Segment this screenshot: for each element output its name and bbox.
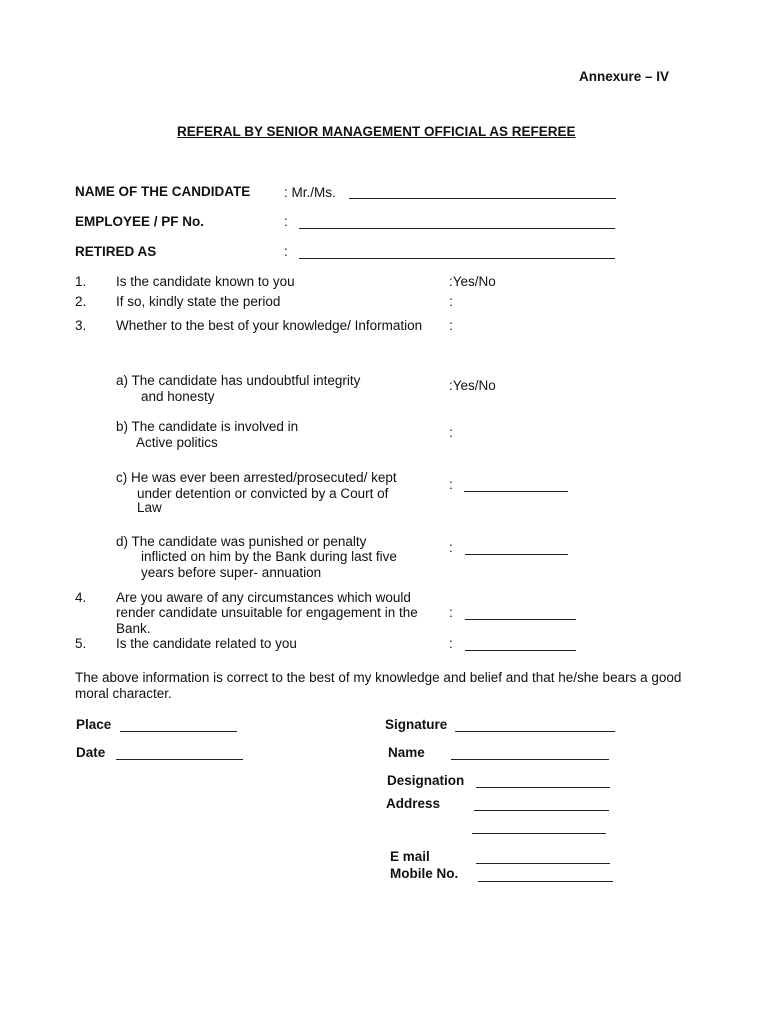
sub-question-d-line1: d) The candidate was punished or penalty (116, 534, 367, 549)
sub-question-a-line1: a) The candidate has undoubtful integrity (116, 373, 361, 388)
question-2-number: 2. (75, 294, 87, 309)
question-2-text: If so, kindly state the period (116, 294, 281, 309)
employee-pf-line (299, 228, 615, 229)
sub-question-c-line2: under detention or convicted by a Court of (137, 486, 389, 501)
question-3-colon: : (449, 318, 453, 333)
address-label: Address (386, 796, 441, 811)
sub-question-b-line1: b) The candidate is involved in (116, 419, 299, 434)
question-4-line2: render candidate unsuitable for engagement in the (116, 605, 418, 620)
question-4-line1: Are you aware of any circumstances which would (116, 590, 411, 605)
question-4-line3: Bank. (116, 621, 151, 636)
designation-line (476, 787, 610, 788)
sub-question-d-line3: years before super- annuation (141, 565, 322, 580)
name-line (451, 759, 609, 760)
question-5-answer-line (465, 650, 576, 651)
employee-pf-label: EMPLOYEE / PF No. (75, 214, 205, 229)
question-5-text: Is the candidate related to you (116, 636, 297, 651)
email-label: E mail (390, 849, 430, 864)
mobile-line (478, 881, 613, 882)
candidate-name-prefix: : Mr./Ms. (284, 185, 336, 200)
signature-line (455, 731, 615, 732)
designation-label: Designation (387, 773, 465, 788)
sub-question-a-answer: :Yes/No (449, 378, 496, 393)
question-3-number: 3. (75, 318, 87, 333)
form-title: REFERAL BY SENIOR MANAGEMENT OFFICIAL AS REFEREE (177, 124, 576, 139)
name-label: Name (388, 745, 425, 760)
sub-question-d-line2: inflicted on him by the Bank during last five (141, 549, 397, 564)
signature-label: Signature (385, 717, 448, 732)
sub-question-c-line3: Law (137, 500, 162, 515)
address-line-1 (474, 810, 609, 811)
annexure-label: Annexure – IV (579, 69, 670, 84)
sub-question-b-colon: : (449, 425, 453, 440)
sub-question-d-colon: : (449, 540, 453, 555)
sub-question-d-answer-line (465, 554, 568, 555)
question-1-number: 1. (75, 274, 87, 289)
place-line (120, 731, 237, 732)
retired-as-label: RETIRED AS (75, 244, 157, 259)
sub-question-c-colon: : (449, 477, 453, 492)
place-label: Place (76, 717, 112, 732)
question-1-text: Is the candidate known to you (116, 274, 295, 289)
email-line (476, 863, 610, 864)
candidate-name-line (349, 198, 616, 199)
question-4-colon: : (449, 605, 453, 620)
address-line-2 (472, 833, 606, 834)
retired-as-line (299, 258, 615, 259)
sub-question-a-line2: and honesty (141, 389, 215, 404)
sub-question-c-line1: c) He was ever been arrested/prosecuted/ kept (116, 470, 397, 485)
question-5-number: 5. (75, 636, 87, 651)
candidate-name-label: NAME OF THE CANDIDATE (75, 184, 251, 199)
declaration-text: The above information is correct to the best of my knowledge and belief and that he/she bears a good moral character. (75, 670, 682, 701)
sub-question-c-answer-line (464, 491, 568, 492)
retired-as-colon: : (284, 244, 288, 259)
mobile-label: Mobile No. (390, 866, 459, 881)
question-2-colon: : (449, 294, 453, 309)
sub-question-b-line2: Active politics (136, 435, 218, 450)
question-5-colon: : (449, 636, 453, 651)
employee-pf-colon: : (284, 214, 288, 229)
date-label: Date (76, 745, 106, 760)
question-1-answer: :Yes/No (449, 274, 496, 289)
question-4-number: 4. (75, 590, 87, 605)
question-3-text: Whether to the best of your knowledge/ Information (116, 318, 423, 333)
date-line (116, 759, 243, 760)
question-4-answer-line (465, 619, 576, 620)
